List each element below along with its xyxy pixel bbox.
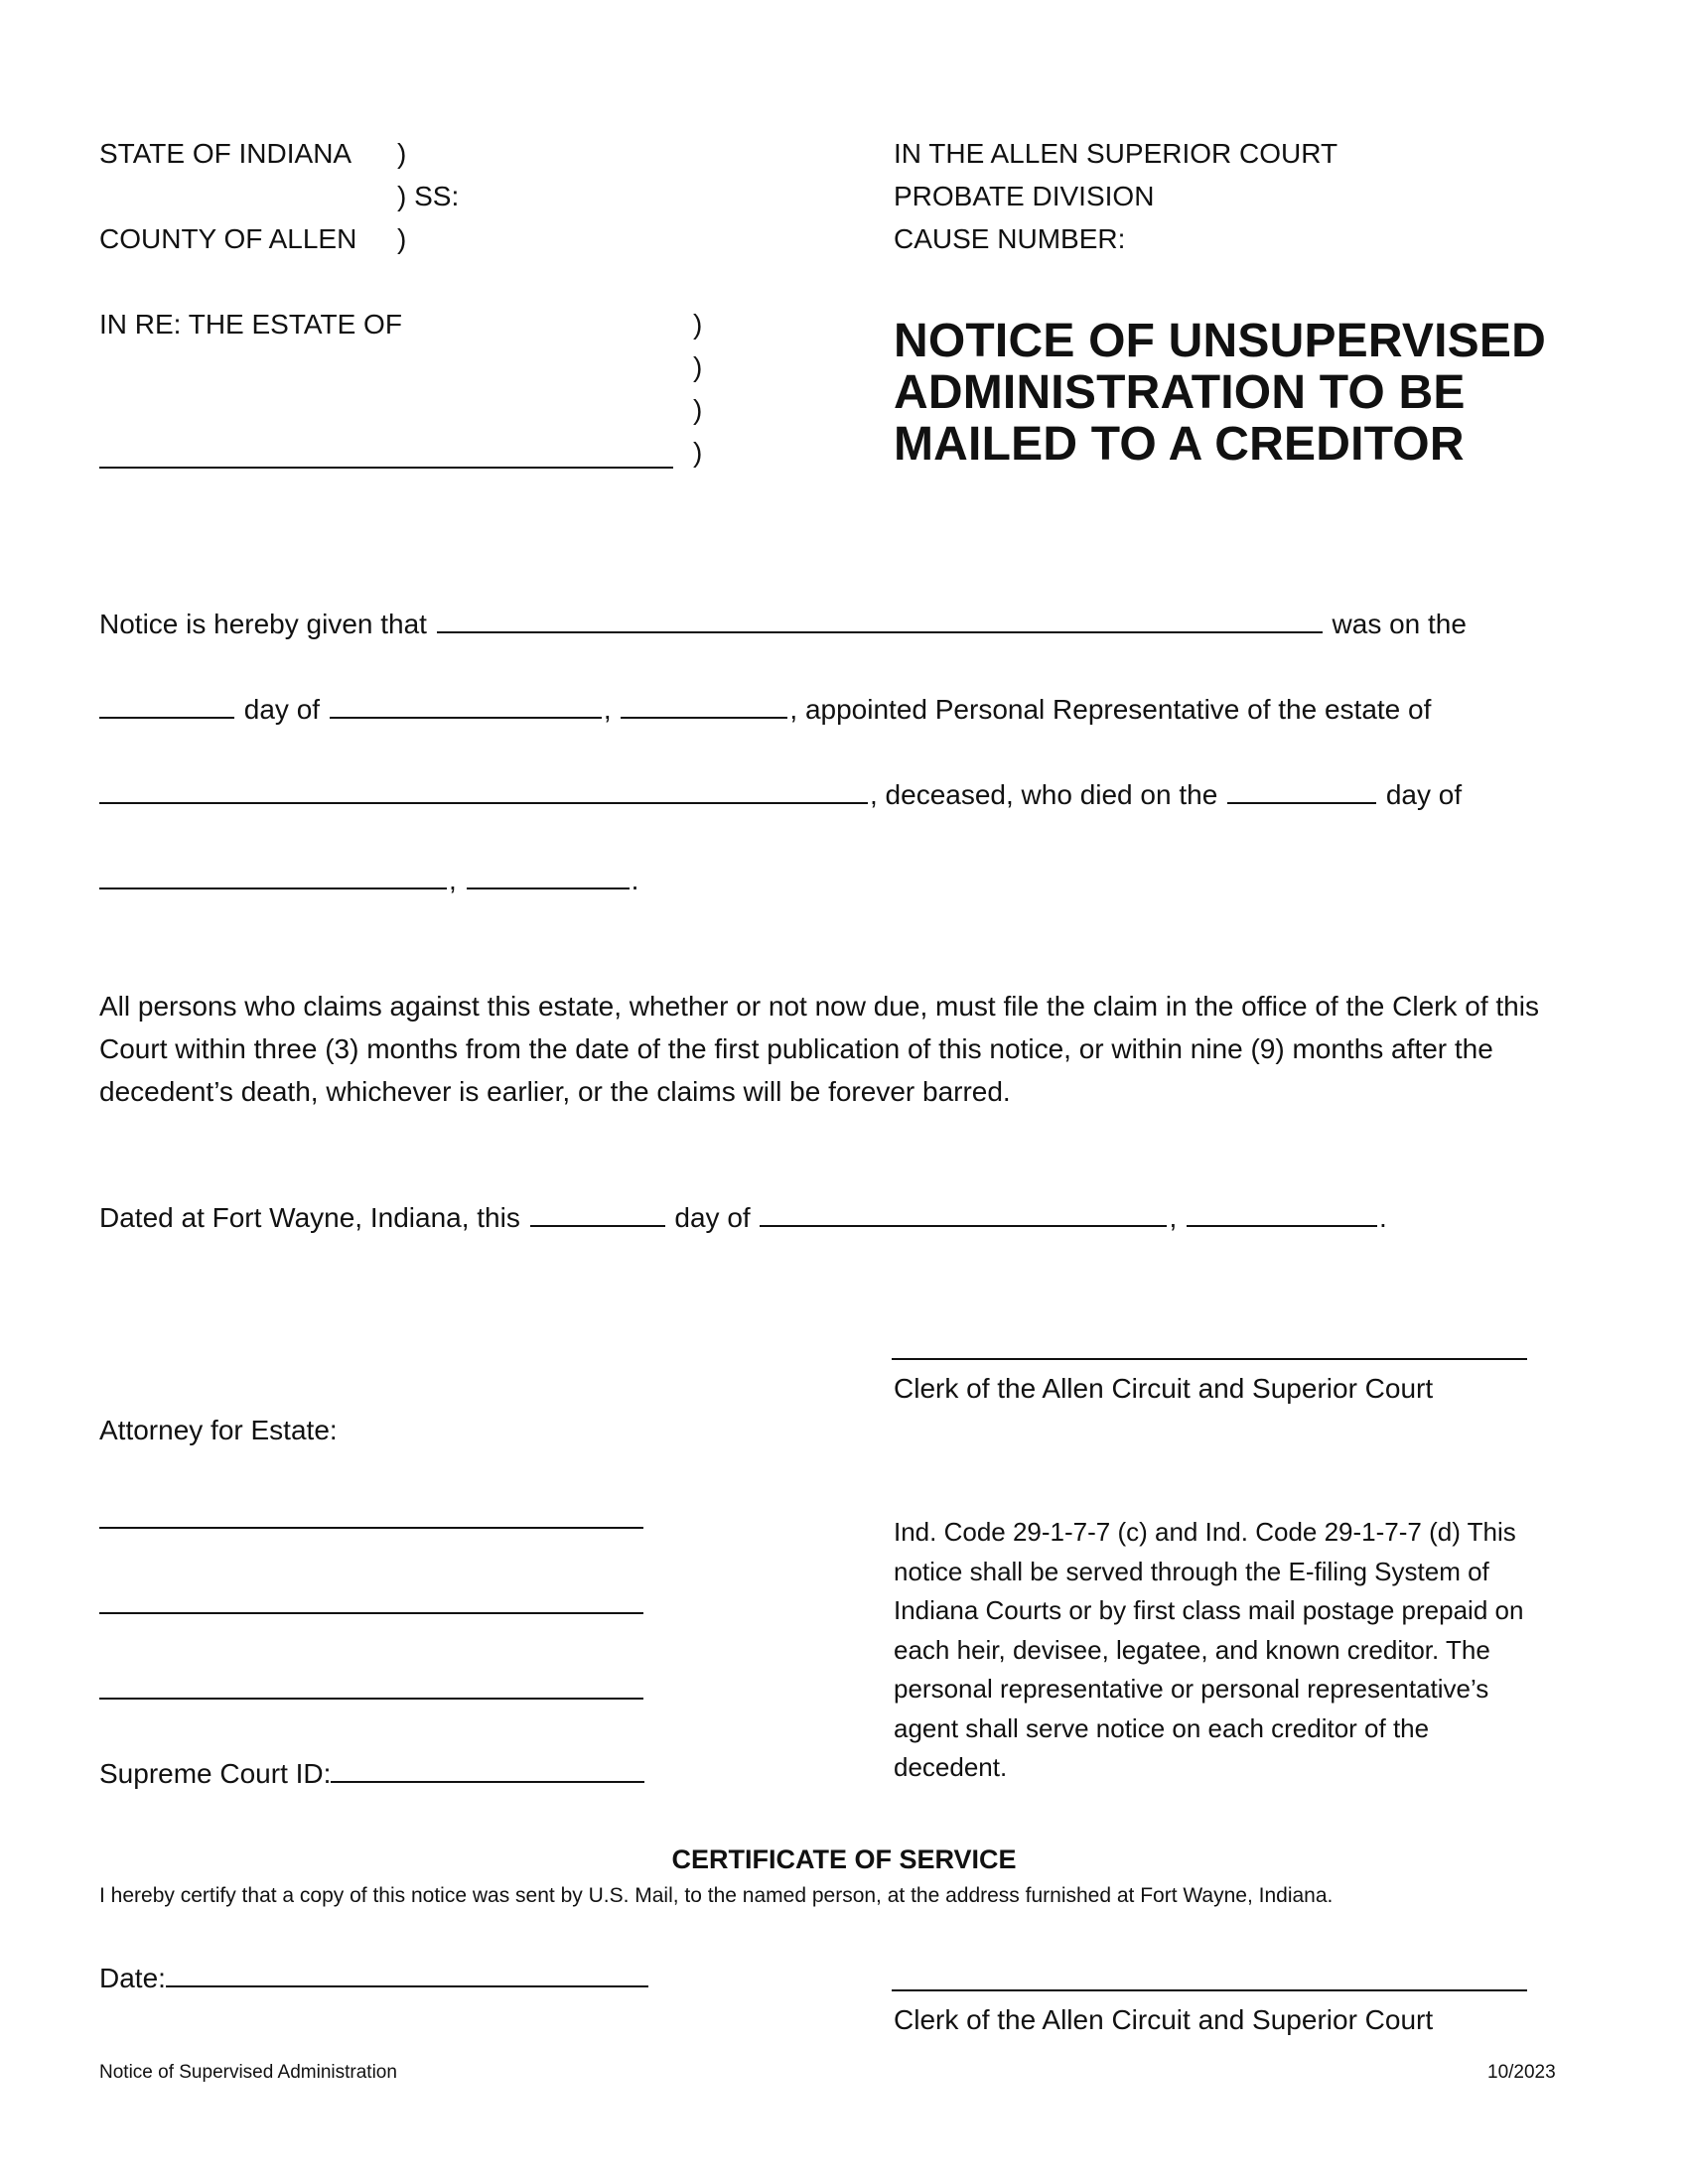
deceased-text: , deceased, who died on the xyxy=(870,779,1218,810)
caption-paren: ) xyxy=(693,394,703,425)
ss-label: ) SS: xyxy=(397,181,460,211)
state-label: STATE OF INDIANA xyxy=(99,138,352,169)
certificate-text: I hereby certify that a copy of this notice was sent by U.S. Mail, to the named person, at the address furnished at Fort Wayne, Indiana. xyxy=(99,1884,1334,1907)
dated-line xyxy=(99,1199,1387,1235)
notice-line-4 xyxy=(99,862,638,897)
caption-paren: ) xyxy=(693,309,703,340)
dated-month-blank[interactable] xyxy=(760,1199,1167,1227)
caption-paren: ) xyxy=(397,223,407,254)
county-label: COUNTY OF ALLEN xyxy=(99,223,357,254)
cause-number-label: CAUSE NUMBER: xyxy=(894,223,1126,254)
certificate-clerk-signature-line[interactable] xyxy=(892,1989,1527,1991)
dated-day-blank[interactable] xyxy=(530,1199,665,1227)
date-label: Date: xyxy=(99,1963,166,1993)
attorney-name-line[interactable] xyxy=(99,1527,643,1529)
appointed-day-blank[interactable] xyxy=(99,691,234,719)
notice-line-2 xyxy=(99,691,1431,727)
period-text: . xyxy=(1379,1202,1387,1233)
attorney-address-line[interactable] xyxy=(99,1612,643,1614)
supreme-court-id-line xyxy=(99,1755,646,1791)
footer-form-name: Notice of Supervised Administration xyxy=(99,2062,397,2083)
dated-text: Dated at Fort Wayne, Indiana, this xyxy=(99,1202,520,1233)
court-name: IN THE ALLEN SUPERIOR COURT xyxy=(894,138,1338,169)
certificate-date-line xyxy=(99,1960,650,1995)
supreme-court-id-label: Supreme Court ID: xyxy=(99,1758,332,1789)
death-year-blank[interactable] xyxy=(467,862,630,889)
caption-paren: ) xyxy=(693,437,703,468)
attorney-phone-line[interactable] xyxy=(99,1698,643,1700)
certificate-heading: CERTIFICATE OF SERVICE xyxy=(671,1844,1017,1874)
caption-paren: ) xyxy=(397,138,407,169)
comma-text: , xyxy=(603,694,612,725)
period-text: . xyxy=(631,865,639,895)
day-of-text: day of xyxy=(1385,779,1463,810)
dated-year-blank[interactable] xyxy=(1187,1199,1377,1227)
day-of-text: day of xyxy=(674,1202,751,1233)
representative-name-blank[interactable] xyxy=(437,606,1323,633)
death-month-blank[interactable] xyxy=(99,862,447,889)
decedent-name-blank[interactable] xyxy=(99,776,868,804)
appointed-text: , appointed Personal Representative of the estate of xyxy=(789,694,1432,725)
estate-name-blank[interactable] xyxy=(99,467,673,469)
certificate-clerk-label: Clerk of the Allen Circuit and Superior Court xyxy=(894,2004,1434,2035)
certificate-date-blank[interactable] xyxy=(166,1960,648,1987)
in-re-label: IN RE: THE ESTATE OF xyxy=(99,309,402,340)
document-title: NOTICE OF UNSUPERVISED ADMINISTRATION TO BE MAILED TO A CREDITOR xyxy=(894,315,1546,471)
appointed-month-blank[interactable] xyxy=(330,691,602,719)
clerk-label: Clerk of the Allen Circuit and Superior Court xyxy=(894,1373,1434,1404)
clerk-signature-line[interactable] xyxy=(892,1358,1527,1360)
notice-start-text: Notice is hereby given that xyxy=(99,609,427,639)
supreme-court-id-blank[interactable] xyxy=(331,1755,644,1783)
notice-line-1 xyxy=(99,606,1467,641)
comma-text: , xyxy=(1169,1202,1178,1233)
caption-paren: ) xyxy=(693,351,703,382)
attorney-label: Attorney for Estate: xyxy=(99,1415,338,1445)
day-of-text: day of xyxy=(243,694,321,725)
footer-revision: 10/2023 xyxy=(1487,2062,1556,2083)
appointed-year-blank[interactable] xyxy=(621,691,787,719)
statute-note: Ind. Code 29-1-7-7 (c) and Ind. Code 29-1-7-7 (d) This notice shall be served through the E-filing System of Indiana Courts or by first class mail postage prepaid on each heir, devisee, legatee, and known creditor. The personal representative or personal representative’s agent shall serve notice on each creditor of the decedent. xyxy=(894,1517,1524,1782)
division-name: PROBATE DIVISION xyxy=(894,181,1155,211)
comma-text: , xyxy=(449,865,457,895)
was-on-the-text: was on the xyxy=(1332,609,1467,639)
claims-paragraph: All persons who claims against this estate, whether or not now due, must file the claim in the office of the Clerk of this Court within three (3) months from the date of the first publication of this notice, or within nine (9) months after the decedent’s death, whichever is earlier, or the claims will be forever barred. xyxy=(99,991,1539,1107)
notice-line-3 xyxy=(99,776,1462,812)
death-day-blank[interactable] xyxy=(1227,776,1376,804)
